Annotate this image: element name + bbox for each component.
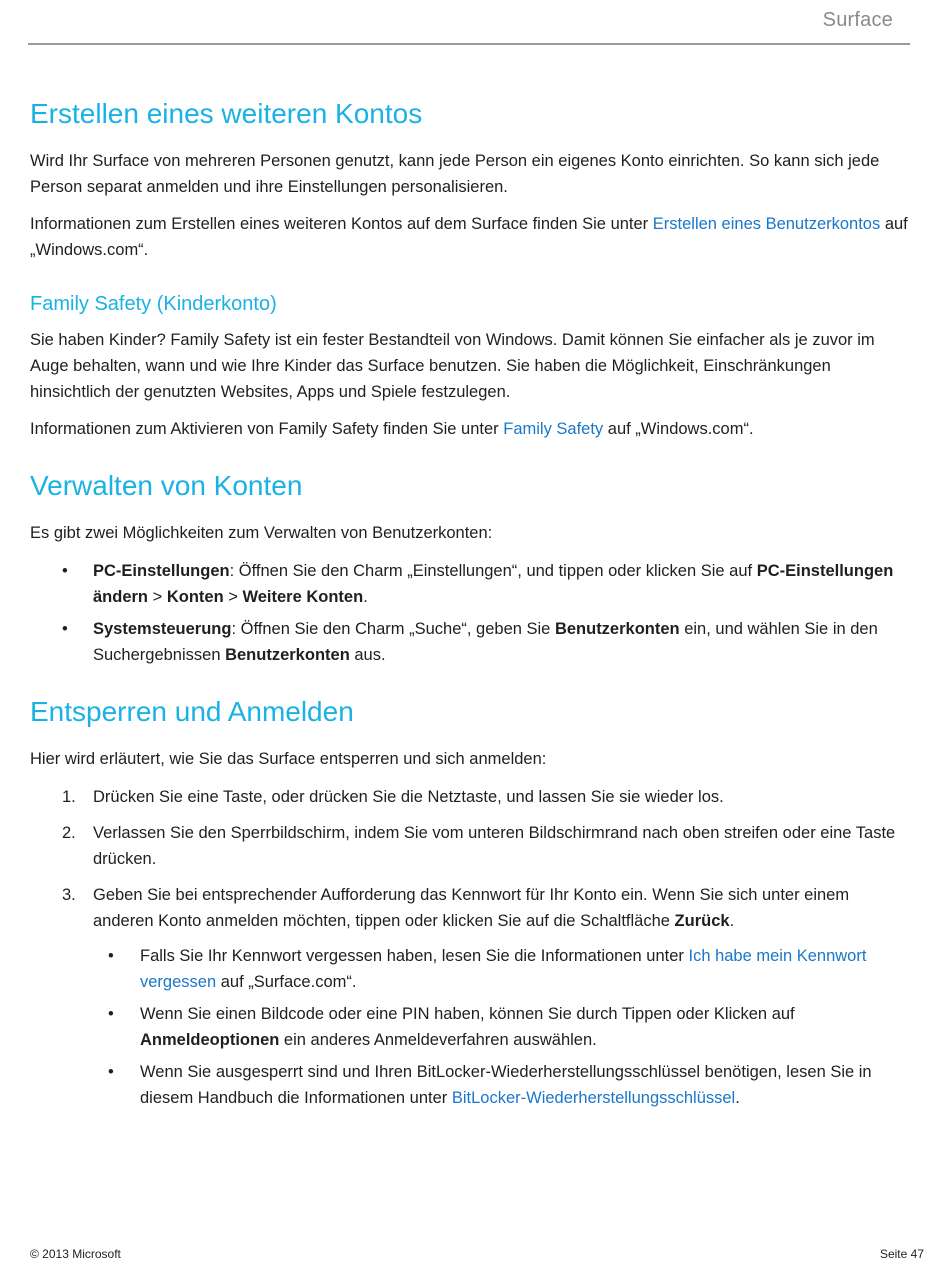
text: Benutzerkonten [225,646,350,664]
bullet-icon: • [62,620,68,638]
text: > [148,588,167,606]
text: auf „Windows.com“. [30,215,908,259]
text: auf „Surface.com“. [216,973,357,991]
header-divider [28,43,910,45]
link-family-safety[interactable]: Family Safety [503,420,604,438]
text: Falls Sie Ihr Kennwort vergessen haben, lesen Sie die Informationen unter [140,947,689,965]
page-content [30,94,910,1111]
paragraph-unlock-intro: Hier wird erläutert, wie Sie das Surface entsperren und sich anmelden: [30,750,547,768]
list-item [30,820,910,872]
text: Wenn Sie ausgesperrt sind und Ihren BitLocker-Wiederherstellungsschlüssel benötigen, lesen Sie in diesem Handbuch die Informationen unter [140,1063,872,1107]
footer-copyright: © 2013 Microsoft [30,1247,121,1261]
list-item [30,1059,910,1111]
text: . [729,912,735,930]
list-item [30,1001,910,1053]
text: Wird Ihr Surface von mehreren Personen genutzt, kann jede Person ein eigenes Konto einrichten. So kann sich jede Person separat anmelden und ihre Einstellungen personalisieren. [30,152,880,196]
text: auf „Windows.com“. [603,420,754,438]
text: : Öffnen Sie den Charm „Suche“, geben Sie [231,620,555,638]
list-item [30,616,910,668]
step-number: 3. [62,886,76,904]
text: aus. [349,646,386,664]
text: Wenn Sie einen Bildcode oder eine PIN haben, können Sie durch Tippen oder Klicken auf [140,1005,795,1023]
text: > [223,588,243,606]
text: Informationen zum Aktivieren von Family Safety finden Sie unter [30,420,504,438]
text: Anmeldeoptionen [140,1031,280,1049]
footer-page-number: Seite 47 [879,1247,924,1261]
link-forgot-password[interactable]: Ich habe mein Kennwort vergessen [140,947,867,991]
text: Weitere Konten [242,588,364,606]
text: Systemsteuerung [93,620,232,638]
text: Benutzerkonten [554,620,680,638]
text: Informationen zum Erstellen eines weiteren Kontos auf dem Surface finden Sie unter [30,215,653,233]
text: PC-Einstellungen [93,562,230,580]
unlock-tips-list [30,943,910,1111]
bullet-icon: • [108,947,114,965]
text: Konten [166,588,224,606]
heading-unlock-signin: Entsperren und Anmelden [30,696,354,727]
list-item [30,784,910,810]
step-number: 2. [62,824,76,842]
text: ein, und wählen Sie in den Suchergebnissen [93,620,878,664]
bullet-icon: • [62,562,68,580]
text: Sie haben Kinder? Family Safety ist ein fester Bestandteil von Windows. Damit können Sie einfacher als je zuvor im Auge behalten, wann und wie Ihre Kinder das Surface benutzen. Sie haben die Möglichkeit, Einschränkungen hinsichtlich der genutzten Websites, Apps und Spiele festzulegen. [30,331,875,401]
heading-manage-accounts: Verwalten von Konten [30,470,303,501]
paragraph-create-1 [30,148,910,200]
text: Drücken Sie eine Taste, oder drücken Sie die Netztaste, und lassen Sie sie wieder los. [93,788,724,806]
text: : Öffnen Sie den Charm „Einstellungen“, und tippen oder klicken Sie auf [229,562,757,580]
paragraph-create-2 [30,211,910,263]
text: Verlassen Sie den Sperrbildschirm, indem Sie vom unteren Bildschirmrand nach oben streifen oder eine Taste drücken. [93,824,896,868]
bullet-icon: • [108,1005,114,1023]
text: Geben Sie bei entsprechender Aufforderung das Kennwort für Ihr Konto ein. Wenn Sie sich unter einem anderen Konto anmelden möchten, tippen oder klicken Sie auf die Schaltfläche [93,886,850,930]
manage-options-list [30,558,910,668]
bullet-icon: • [108,1063,114,1081]
heading-family-safety: Family Safety (Kinderkonto) [30,293,277,315]
link-bitlocker-recovery-key[interactable]: BitLocker-Wiederherstellungsschlüssel [451,1089,736,1107]
paragraph-family-2 [30,416,910,442]
header-brand: Surface [822,9,893,31]
step-number: 1. [62,788,76,806]
unlock-steps-list [30,784,910,934]
text: ein anderes Anmeldeverfahren auswählen. [279,1031,597,1049]
paragraph-manage-intro: Es gibt zwei Möglichkeiten zum Verwalten von Benutzerkonten: [30,524,493,542]
heading-create-account: Erstellen eines weiteren Kontos [30,98,423,129]
list-item [30,882,910,934]
text: Zurück [674,912,730,930]
list-item [30,943,910,995]
link-create-user-account[interactable]: Erstellen eines Benutzerkontos [652,215,881,233]
text: PC-Einstellungen ändern [93,562,894,606]
list-item [30,558,910,610]
text: . [363,588,368,606]
paragraph-family-1 [30,327,910,405]
text: . [735,1089,740,1107]
